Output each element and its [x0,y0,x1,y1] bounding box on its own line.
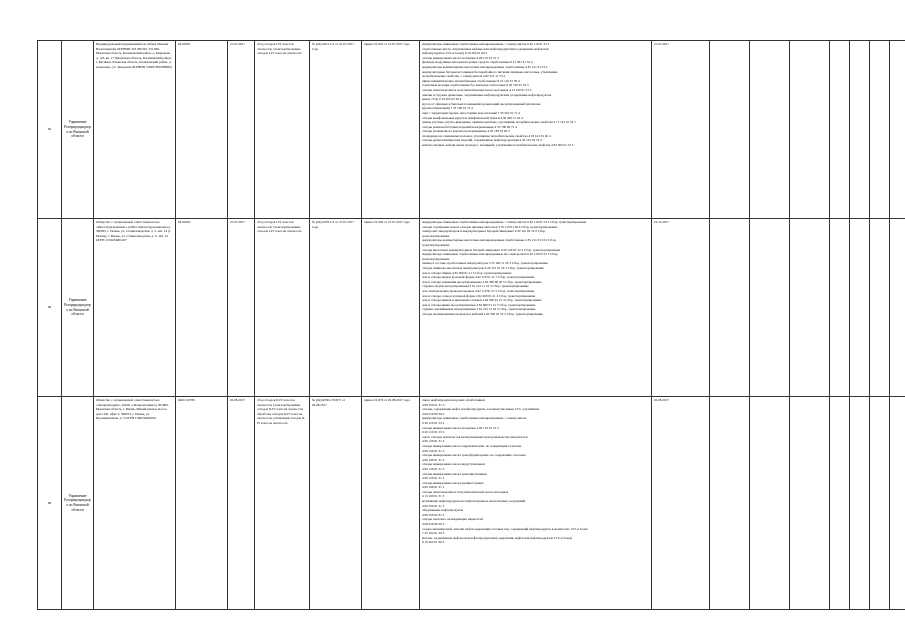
waste-line: 4 06 350 01 31 3 [422,402,445,407]
waste-line: 4 06 166 01 31 3 [422,485,445,490]
waste-line: аккумуляторы компьютерные кислотные неповрежденные отработанные 4 81 211 01 53 2 [422,64,548,69]
waste-line: 4 06 120 01 31 3 [422,448,445,453]
empty-cell [890,219,905,397]
waste-line: 4 06 910 99 39 3 [422,411,445,416]
waste-line: 4 06 150 01 31 3 [422,476,445,481]
empty-cell [750,41,790,219]
waste-list [420,397,652,610]
empty-cell [830,397,850,610]
waste-line: аккумуляторы свинцовые отработанные неповрежденные, с электролитом 9 20 110 01 53 2 [422,42,550,46]
waste-line: транспортирование [422,233,450,238]
table-row [38,41,905,219]
waste-line: 7 23 102 01 39 3 [422,531,445,536]
registration-number: 6401232786 [176,397,228,610]
registration-number: 62-00052 [176,219,228,397]
waste-line: 4 06 910 99 39 3 [422,522,445,527]
waste-line: отходы резинотехнических изделий, загрязненные нефтепродуктами 4 43 101 02 52 4 [422,138,542,143]
waste-line: аккумуляторы компьютерные кислотные неповрежденные отработанные 4 81 211 01 53 2 Сбор, [422,238,557,243]
empty-cell [870,41,890,219]
waste-line: лом электрических проводов медных 4 62 110 91 21 5 Сбор, транспортирование [422,288,535,293]
license-date: 21.07.2017 [228,41,255,219]
empty-cell [710,41,750,219]
waste-line: тормозные колодки отработанные без накладок асбестовых 9 20 310 01 52 5 [422,83,529,88]
licensing-authority: Управление Росприроднадзора по Рязанской области [62,397,94,610]
license-date: 27.07.2017 [228,219,255,397]
waste-line: 4 06 140 01 31 3 [422,457,445,462]
empty-cell [890,397,905,610]
empty-cell [890,41,905,219]
waste-line: отходы синтетических и полусинтетических масел моторных 4 13 100 01 31 3 [422,87,532,92]
waste-line: 4 06 350 01 31 3 [422,503,445,508]
empty-cell [710,219,750,397]
licensing-authority: Управление Росприроднадзора по Рязанской области [62,219,94,397]
license-number: № (62)-2012-СТ от 21.07.2017 года [310,41,362,219]
license-registry-table [37,40,905,610]
waste-line: всплывшие нефтепродукты из нефтеловушек и аналогичных сооружений [422,499,526,504]
waste-line: смесь отходов пенопластов незагрязненных при производстве пенопластов [422,434,528,439]
empty-cell [710,397,750,610]
waste-line: отходы минеральных масел трансформаторных, не содержащих галогены [422,453,526,458]
waste-line: 9 20 110 01 53 2 [422,420,445,425]
waste-line: отходы минеральных масел моторных 4 06 110 01 31 3 [422,55,499,60]
activity-type: сбор отходов II-IV классов опасности, транспортирование отходов II-IV классов опасности, обработка отходов II-IV классов опасности, утилизация отходов II-IV классов опасности [255,397,310,610]
waste-line: 4 06 120 01 31 3 [422,439,445,444]
waste-line: кабели силовые, кабели связи, провода с изоляцией, утратившие потребительские свойства 4 82 302 01 52 5 [422,143,574,148]
row-number: 92 [38,41,62,219]
licensee-details: Индивидуальный предприниматель Забава Максим Валентинович ОГРНИП 318 290 001 231 840, Рязанская область, Касимовский район, д. Кирюково, д. 123, кв. 17 (Рязанская область, Касимовский район, г. Касимов, Рязанская область, Касимовский район, д. Алексеево, ул. Заводская ОГРНИП 318497300188980) [94,41,176,219]
empty-cell [790,41,830,219]
waste-line: отходы минеральных масел индустриальных [422,462,486,467]
table-row [38,219,905,397]
waste-line: аккумуляторы свинцовые отработанные неповрежденные, с электролитом [422,416,527,421]
empty-cell [870,397,890,610]
decision-date: 19.12.2017 [652,219,710,397]
waste-line: отработанные масла, загрязненные нефтью или нефтепродуктами (содержание нефти или [422,46,549,51]
row-number: 98 [38,397,62,610]
waste-line: смет с территории гаража, автостоянки малоопасный 7 33 310 01 71 4 [422,110,520,115]
licensee-details: Общество с ограниченной ответственностью «Металлургкомплекс» (ООО «Металлургкомплекс») 390005, г. Рязань, ул. Станкозаводская, д. 5, лит. 14 (г. Рязань), г. Рязань, ул. Станкозаводская, д. 5, лит. 14 ОГРН 1156234001207 [94,219,176,397]
licensing-authority: Управление Росприроднадзора по Рязанской области [62,41,94,219]
waste-line: лом и отходы меди в кусковой форме 4 62 110 01 21 5 Сбор, транспортирование [422,275,535,280]
decision-date: 02.08.2017 [652,397,710,610]
waste-line: отходы сортировки лома и отходов цветных металлов 3 55 110 01 20 4 Сбор, транспортирование [422,224,558,229]
license-number: № (62)-5676-СТ от 27.07.2017 года [310,219,362,397]
waste-line: осадок механической очистки нефтесодержащих сточных вод, содержащий нефтепродукты в количестве 15% и более [422,526,588,531]
waste-line: транспортирование [422,242,450,247]
waste-line: спецодежда из смешанных волокон, утратившая потребительские свойства 4 03 141 01 62 4 [422,133,551,138]
waste-line: отходы минеральных масел гидравлических, не содержащих галогены [422,443,522,448]
waste-line: лом и отходы свинца 4 62 300 01 21 3 Сбор, транспортирование [422,270,512,275]
waste-line: 9 19 204 01 60 3 [422,540,445,545]
empty-cell [790,219,830,397]
empty-cell [850,397,870,610]
table-body [38,41,905,610]
waste-line: отходы кислотных аккумуляторных батарей свинцовых 9 20 120 01 52 2 Сбор, транспортирование [422,247,561,252]
waste-line: лом и отходы цинка несортированные 4 62 600 01 21 5 Сбор, транспортирование [422,302,536,307]
waste-line: отходы, содержащие нефть и нефтепродукты, в количестве менее 15%, утратившие [422,407,540,412]
empty-cell [870,219,890,397]
waste-line: ветошь, загрязненная нефтью или нефтепродуктами (содержание нефти или нефтепродуктов 15% и более) [422,535,573,540]
waste-line: мусор от офисных и бытовых помещений организаций несортированный (исключая [422,101,541,106]
waste-line: 4 06 350 02 31 3 [422,512,445,517]
waste-line: отходы минеральных масел компрессорных [422,480,484,485]
waste-line: транспортирование [422,256,450,261]
waste-line: отходы синтетических и полусинтетических масел моторных [422,489,509,494]
waste-line: 4 06 130 01 31 3 [422,466,445,471]
waste-line: крупногабаритный) 7 33 100 01 72 4 [422,106,473,111]
waste-line: фильтры воздушные автотранспортных средств отработанные 9 21 301 01 52 4 [422,60,533,65]
decision-date: 21.07.2017 [652,41,710,219]
waste-line: электролит аккумуляторов и аккумуляторных батарей свинцовых 9 20 110 02 10 2 Сбор, [422,229,546,234]
row-number: 96 [38,219,62,397]
waste-line: смесь нефтепродуктов прочих отработанных [422,398,486,402]
waste-line: аккумуляторы свинцовые отработанные неповрежденные без электролита 9 20 110 02 52 3 Сбор, [422,252,559,257]
waste-line: аккумуляторы свинцовые отработанные неповрежденные, с электролитом 9 20 110 01 53 2 Сбор, транспортирование [422,220,587,224]
waste-line: отходы упаковочного картона незагрязненные 4 05 183 01 60 5 [422,129,510,134]
table-row [38,397,905,610]
waste-line: стружка латуни несортированная 3 61 212 11 22 5 Сбор, транспортирование [422,284,529,289]
license-date: 02.08.2017 [228,397,255,610]
license-number: № (62)-6030-СТОТУ от 02.08.2017 [310,397,362,610]
waste-line: отходы изолированных проводов и кабелей 4 82 302 01 52 5 Сбор, транспортирование [422,311,543,316]
empty-cell [850,41,870,219]
order-details: приказ № 939 от 27.07.2017 года [362,219,420,397]
order-details: приказ № 925 от 21.07.2017 года [362,41,420,219]
waste-line: отходы шлифовальных кругов и шлифовальной бумаги 4 56 200 51 42 4 [422,115,523,120]
waste-line: лом и отходы алюминия несортированные 4 62 200 06 20 5 Сбор, транспортирование [422,279,542,284]
waste-line: аккумуляторные батареи источников бесперебойного питания свинцово-кислотные, утратившие [422,69,558,74]
registration-number: 62-00051 [176,41,228,219]
activity-type: сбор отходов I-IV классов опасности, транспортирование отходов I-IV классов опасности [255,41,310,219]
waste-line: 4 13 100 01 31 3 [422,494,445,499]
waste-list [420,41,652,219]
waste-list [420,219,652,397]
waste-line: 9 20 110 01 53 2 [422,430,445,435]
waste-line: обводненные нефтепродукты [422,508,464,513]
waste-line: лом и отходы олова в кусковой форме 4 62 400 01 21 4 Сбор, транспортирование [422,293,536,298]
empty-cell [750,397,790,610]
empty-cell [850,219,870,397]
waste-line: потребительские свойства, с электролитом 4 82 212 11 53 2 [422,74,505,79]
waste-line: отходы минеральных масел моторных 4 06 110 01 31 3 [422,425,499,430]
waste-line: лом и отходы никеля и никелевых сплавов 4 62 500 01 21 4 Сбор, транспортирование [422,298,542,303]
waste-line: стружка алюминиевая незагрязненная 3 61 212 31 22 5 Сбор, транспортирование [422,307,536,312]
empty-cell [830,219,850,397]
waste-line: свинец в составе отработанных аккумуляторов 3 55 160 11 20 3 Сбор, транспортирование [422,261,548,266]
waste-line: отходы свинцово-кислотных аккумуляторов 9 20 112 01 52 2 Сбор, транспортирование [422,265,544,270]
empty-cell [830,41,850,219]
waste-line: отходы смазочно-охлаждающих жидкостей [422,517,483,522]
waste-line: шины пневматические автомобильные отработанные 9 21 110 01 50 4 [422,78,520,83]
order-details: приказ № 976 от 02.08.2017 года [362,397,420,610]
waste-line: лампы ртутные, ртутно-кварцевые, люминесцентные, утратившие потребительские свойства 4 71 101 01 52 1 [422,120,576,125]
activity-type: сбор отходов I-IV классов опасности, транспортирование отходов I-IV классов опасности [255,219,310,397]
waste-line: опилки и стружка древесные, загрязненные нефтепродуктами (содержание нефтепродуктов [422,92,552,97]
waste-line: нефтепродуктов 15% и более) 9 19 204 01 60 3 [422,51,488,56]
empty-cell [750,219,790,397]
waste-line: отходы минеральных масел трансмиссионных [422,471,488,476]
waste-line: менее 15%) 9 19 205 02 39 4 [422,97,462,102]
waste-line: отходы резиноасбестовых изделий незагрязненные 4 55 700 00 71 4 [422,124,517,129]
empty-cell [790,397,830,610]
licensee-details: Общество с ограниченной ответственностью «Экопромсервис» (ООО «Экопромсервис») 391009, Рязанская область, г. Рязань, Михайловское шоссе, дом 16 Б, офис 3, 390013, г. Рязань, ул. Промышленная, д. 5 ОГРН 1186234002691 [94,397,176,610]
